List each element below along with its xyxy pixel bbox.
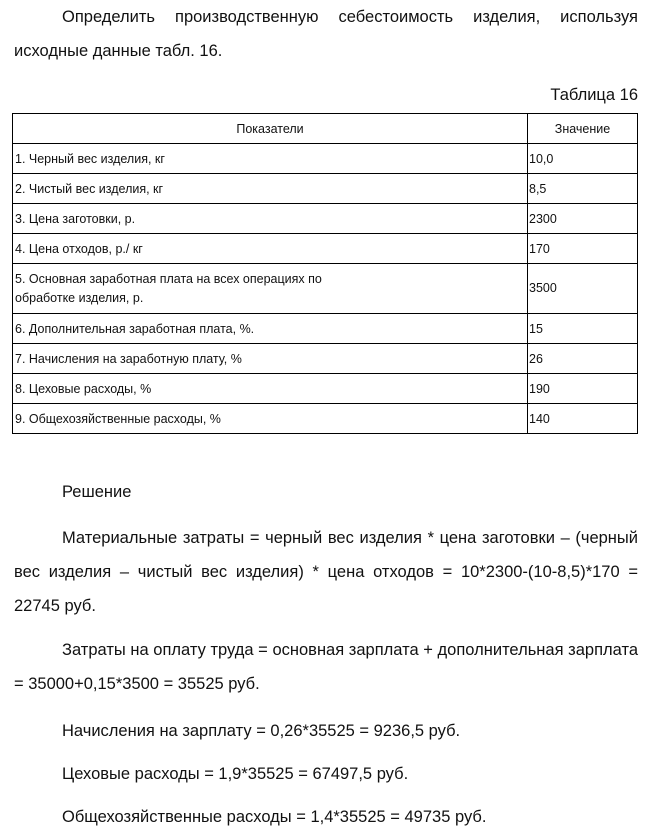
table-header-row bbox=[13, 114, 638, 144]
general-expenses-paragraph: Общехозяйственные расходы = 1,4*35525 = 49735 руб. bbox=[62, 808, 487, 826]
table-caption: Таблица 16 bbox=[550, 86, 638, 104]
row-value: 10,0 bbox=[528, 144, 638, 174]
table-row bbox=[13, 344, 638, 374]
input-data-table bbox=[12, 113, 638, 434]
solution-title: Решение bbox=[62, 483, 132, 501]
row-value: 190 bbox=[528, 374, 638, 404]
row-label: 1. Черный вес изделия, кг bbox=[13, 144, 528, 174]
row-label: 7. Начисления на заработную плату, % bbox=[13, 344, 528, 374]
table-row bbox=[13, 374, 638, 404]
task-statement: Определить производственную себестоимость изделия, используя исходные данные табл. 16. bbox=[14, 8, 638, 60]
payroll-charges-paragraph: Начисления на зарплату = 0,26*35525 = 9236,5 руб. bbox=[62, 722, 461, 740]
row-label: 3. Цена заготовки, р. bbox=[13, 204, 528, 234]
row-label: 9. Общехозяйственные расходы, % bbox=[13, 404, 528, 434]
table-row bbox=[13, 144, 638, 174]
table-row bbox=[13, 174, 638, 204]
table-row bbox=[13, 264, 638, 314]
row-label: 5. Основная заработная плата на всех операциях по обработке изделия, р. bbox=[13, 264, 528, 314]
row-value: 2300 bbox=[528, 204, 638, 234]
row-value: 26 bbox=[528, 344, 638, 374]
header-indicators: Показатели bbox=[13, 114, 528, 144]
row-value: 3500 bbox=[528, 264, 638, 314]
row-value: 140 bbox=[528, 404, 638, 434]
table-row bbox=[13, 234, 638, 264]
row-value: 15 bbox=[528, 314, 638, 344]
shop-expenses-paragraph: Цеховые расходы = 1,9*35525 = 67497,5 руб. bbox=[62, 765, 409, 783]
row-label: 8. Цеховые расходы, % bbox=[13, 374, 528, 404]
table-row bbox=[13, 404, 638, 434]
table-row bbox=[13, 204, 638, 234]
table-row bbox=[13, 314, 638, 344]
row-value: 8,5 bbox=[528, 174, 638, 204]
header-value: Значение bbox=[528, 114, 638, 144]
row-value: 170 bbox=[528, 234, 638, 264]
labor-costs-paragraph: Затраты на оплату труда = основная зарплата + дополнительная зарплата = 35000+0,15*3500 = 35525 руб. bbox=[14, 641, 638, 693]
row-label: 4. Цена отходов, р./ кг bbox=[13, 234, 528, 264]
row-label: 2. Чистый вес изделия, кг bbox=[13, 174, 528, 204]
material-costs-paragraph: Материальные затраты = черный вес изделия * цена заготовки – (черный вес изделия – чистый вес изделия) * цена отходов = 10*2300-(10-8,5)*170 = 22745 руб. bbox=[14, 529, 638, 615]
row-label: 6. Дополнительная заработная плата, %. bbox=[13, 314, 528, 344]
